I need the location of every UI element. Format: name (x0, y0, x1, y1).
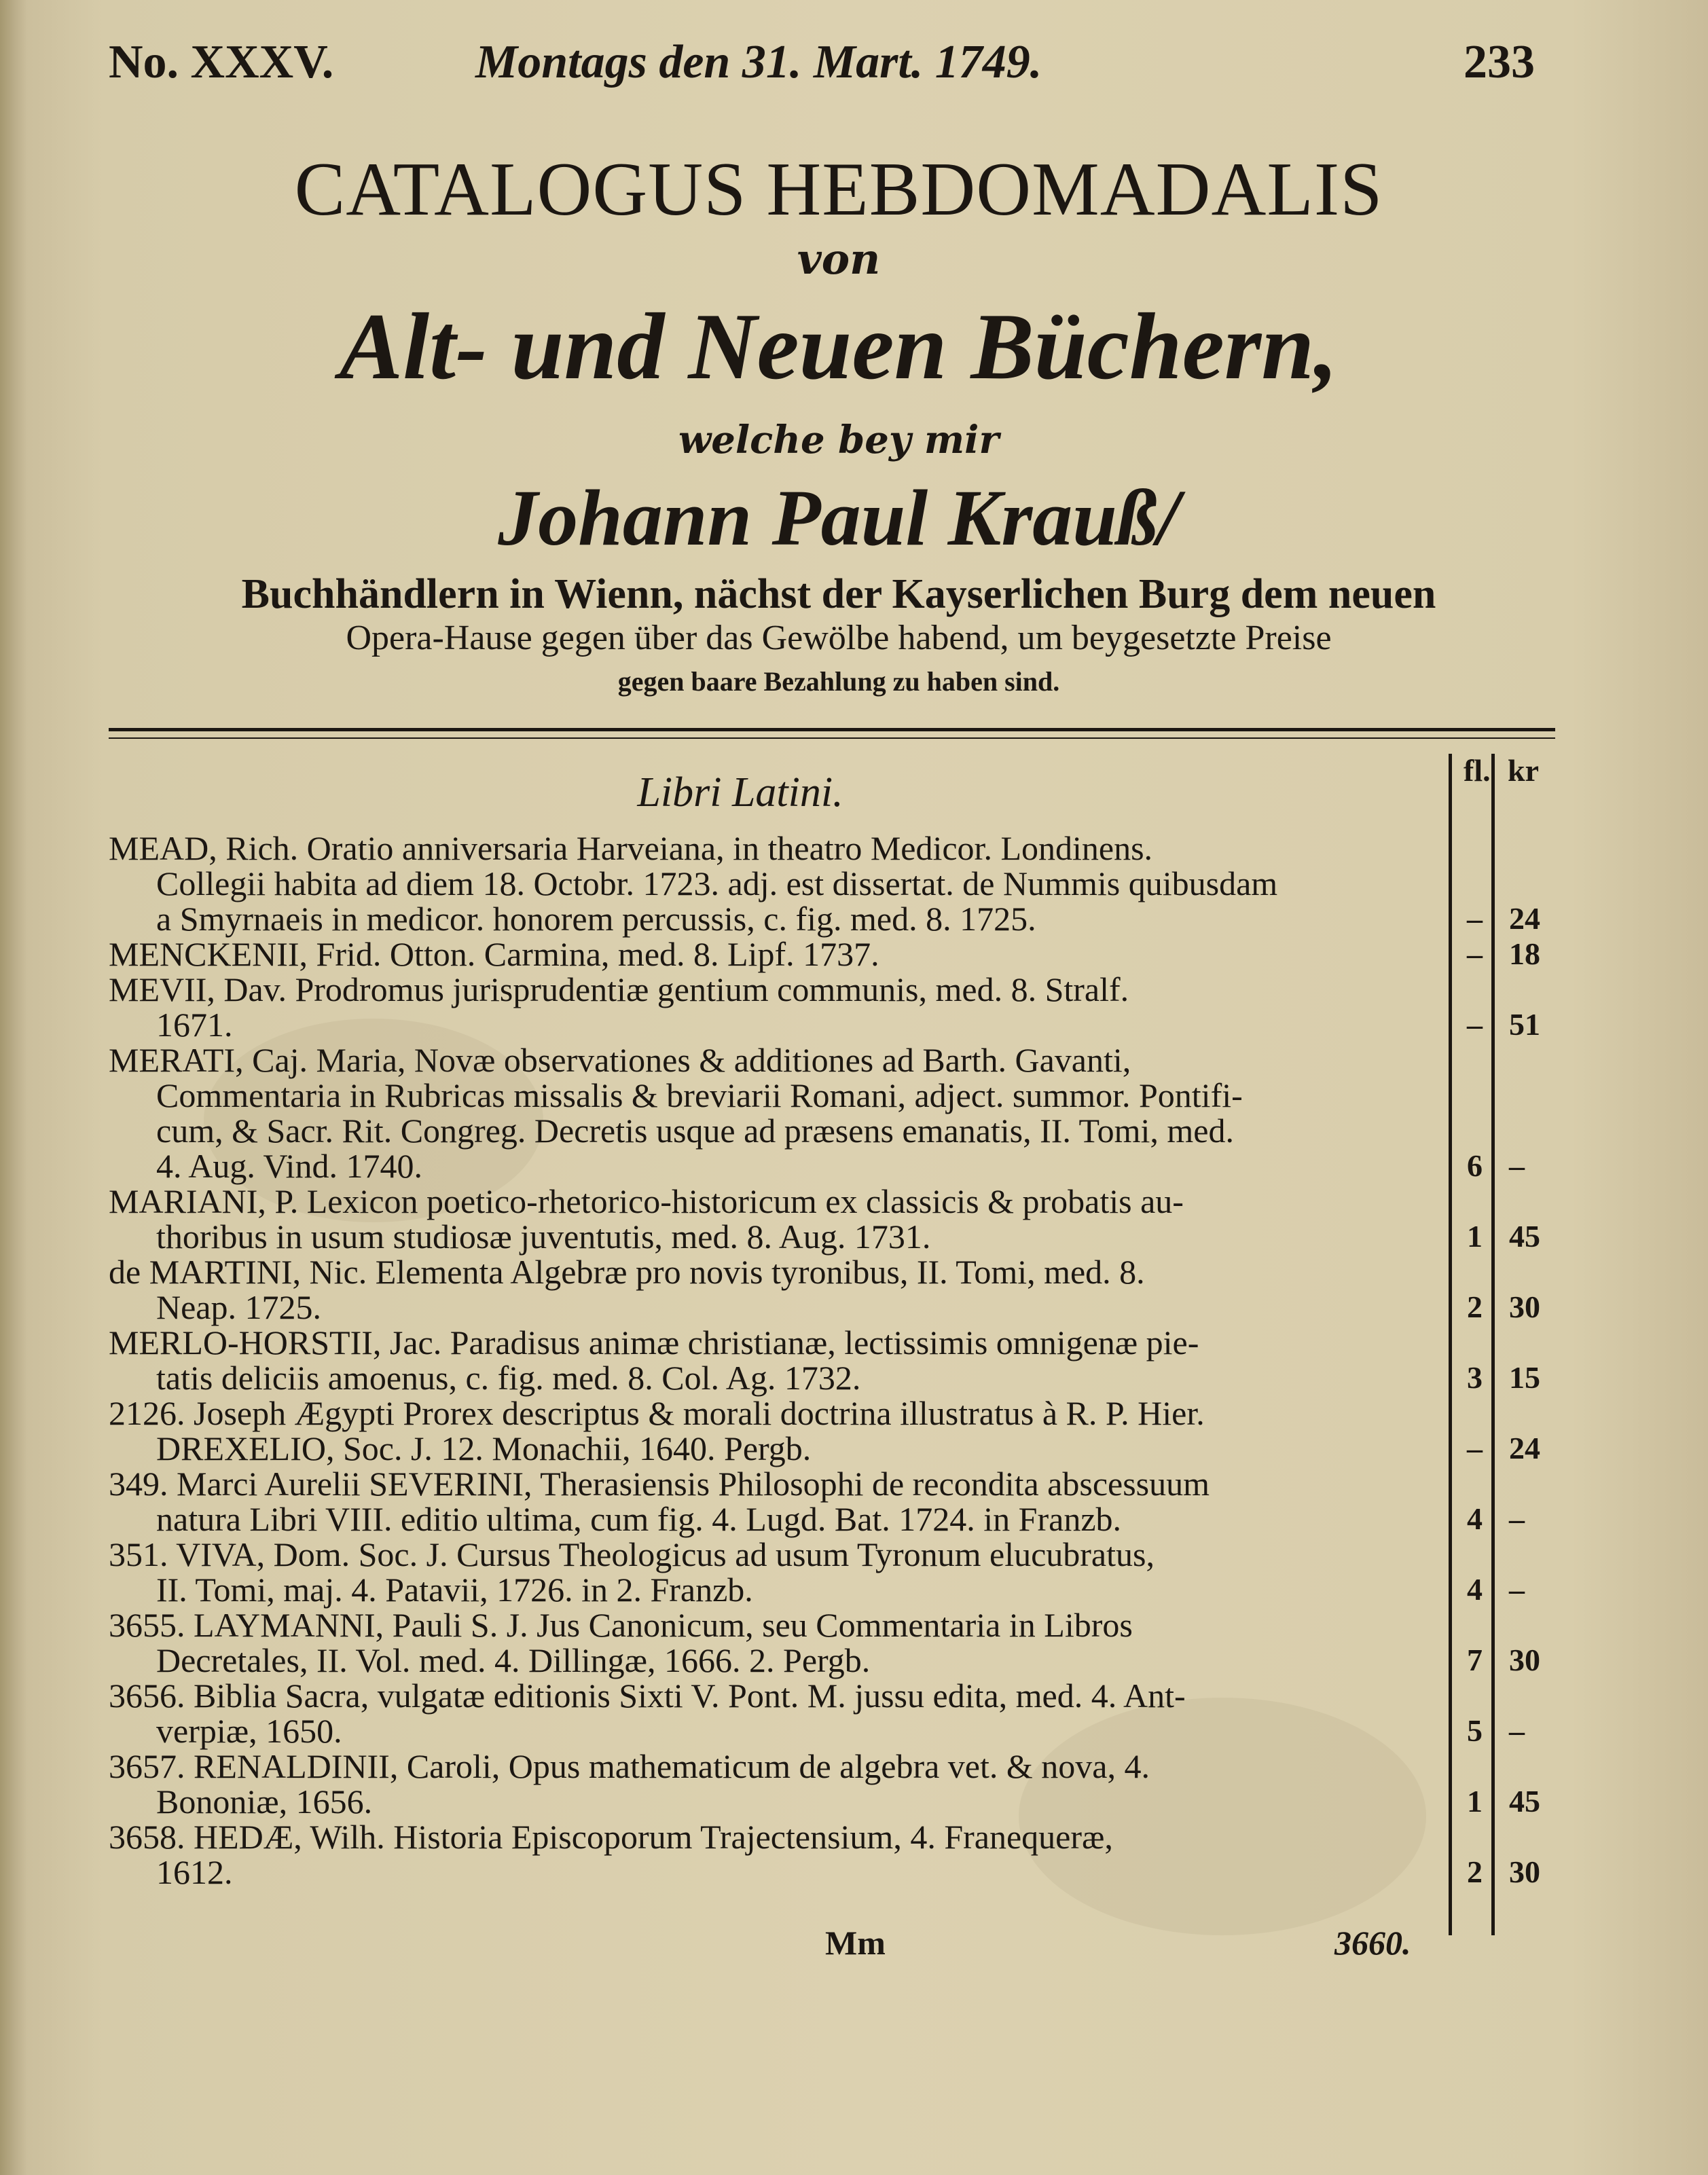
column-head-kreuzer: kr (1508, 753, 1539, 788)
book-entry-line: thoribus in usum studiosæ juventutis, med. 8. Aug. 1731. (156, 1218, 931, 1256)
price-florin: 1 (1467, 1784, 1483, 1818)
book-entry-line: II. Tomi, maj. 4. Patavii, 1726. in 2. Franzb. (156, 1571, 753, 1609)
column-head-florin: fl. (1464, 753, 1491, 788)
price-florin: 4 (1467, 1501, 1483, 1536)
bookseller-address-3: gegen baare Bezahlung zu haben sind. (617, 666, 1060, 697)
price-kreuzer: – (1509, 1148, 1525, 1183)
paper-stain (1019, 1698, 1426, 1935)
price-florin: – (1467, 1431, 1483, 1465)
book-entry-line: 3655. LAYMANNI, Pauli S. J. Jus Canonicum, seu Commentaria in Libros (109, 1606, 1133, 1644)
price-florin: 4 (1467, 1572, 1483, 1607)
title-von: von (797, 234, 881, 284)
price-florin: – (1467, 901, 1483, 936)
price-florin: 7 (1467, 1643, 1483, 1677)
book-entry-line: 4. Aug. Vind. 1740. (156, 1147, 422, 1185)
price-kreuzer: 45 (1509, 1784, 1540, 1818)
book-entry-line: 1671. (156, 1006, 233, 1044)
book-entry-line: 3657. RENALDINII, Caroli, Opus mathematicum de algebra vet. & nova, 4. (109, 1747, 1150, 1785)
price-column-rule-right (1491, 754, 1495, 1935)
book-entry-line: tatis deliciis amoenus, c. fig. med. 8. Col. Ag. 1732. (156, 1359, 861, 1397)
book-entry-line: cum, & Sacr. Rit. Congreg. Decretis usque ad præsens emanatis, II. Tomi, med. (156, 1112, 1234, 1150)
price-kreuzer: 24 (1509, 901, 1540, 936)
price-kreuzer: – (1509, 1572, 1525, 1607)
price-florin: 2 (1467, 1854, 1483, 1889)
running-header (109, 35, 1548, 90)
book-entry-line: de MARTINI, Nic. Elementa Algebræ pro novis tyronibus, II. Tomi, med. 8. (109, 1253, 1145, 1291)
book-entry-line: a Smyrnaeis in medicor. honorem percussis, c. fig. med. 8. 1725. (156, 900, 1036, 938)
book-entry-line: Commentaria in Rubricas missalis & breviarii Romani, adject. summor. Pontifi- (156, 1076, 1243, 1114)
book-entry-line: MEVII, Dav. Prodromus jurisprudentiæ gentium communis, med. 8. Stralf. (109, 970, 1129, 1008)
price-florin: 1 (1467, 1219, 1483, 1254)
price-kreuzer: 15 (1509, 1360, 1540, 1395)
price-kreuzer: 30 (1509, 1290, 1540, 1324)
catchword: 3660. (1334, 1924, 1411, 1962)
title-welche: welche bey mir (678, 418, 999, 462)
book-entry-line: MARIANI, P. Lexicon poetico-rhetorico-historicum ex classicis & probatis au- (109, 1182, 1184, 1220)
section-heading: Libri Latini. (637, 769, 843, 816)
price-kreuzer: 30 (1509, 1643, 1540, 1677)
book-entry-line: 2126. Joseph Ægypti Prorex descriptus & morali doctrina illustratus à R. P. Hier. (109, 1394, 1205, 1432)
price-kreuzer: 30 (1509, 1854, 1540, 1889)
price-kreuzer: 24 (1509, 1431, 1540, 1465)
price-column-rule-left (1449, 754, 1452, 1935)
price-florin: 2 (1467, 1290, 1483, 1324)
price-kreuzer: 18 (1509, 936, 1540, 971)
book-entry-line: MENCKENII, Frid. Otton. Carmina, med. 8. Lipf. 1737. (109, 935, 879, 973)
book-entry-line: DREXELIO, Soc. J. 12. Monachii, 1640. Pergb. (156, 1429, 812, 1467)
bookseller-address-1: Buchhändlern in Wienn, nächst der Kayserlichen Burg dem neuen (241, 571, 1436, 617)
price-florin: 5 (1467, 1713, 1483, 1748)
book-entry-line: MEAD, Rich. Oratio anniversaria Harveiana, in theatro Medicor. Londinens. (109, 829, 1153, 867)
book-entry-line: Bononiæ, 1656. (156, 1783, 373, 1821)
book-entry-line: 351. VIVA, Dom. Soc. J. Cursus Theologicus ad usum Tyronum elucubratus, (109, 1535, 1155, 1573)
book-entry-line: 349. Marci Aurelii SEVERINI, Therasiensis Philosophi de recondita abscessuum (109, 1465, 1210, 1503)
title-books: Alt- und Neuen Büchern, (339, 294, 1339, 399)
bookseller-address-2: Opera-Hause gegen über das Gewölbe habend, um beygesetzte Preise (346, 619, 1332, 657)
book-entry-line: MERLO-HORSTII, Jac. Paradisus animæ christianæ, lectissimis omnigenæ pie- (109, 1323, 1199, 1361)
book-entry-line: 3656. Biblia Sacra, vulgatæ editionis Sixti V. Pont. M. jussu edita, med. 4. Ant- (109, 1677, 1186, 1715)
book-entry-line: 3658. HEDÆ, Wilh. Historia Episcoporum Trajectensium, 4. Franequeræ, (109, 1818, 1113, 1856)
price-florin: – (1467, 1007, 1483, 1042)
book-entry-line: Decretales, II. Vol. med. 4. Dillingæ, 1666. 2. Pergb. (156, 1641, 871, 1679)
price-kreuzer: 51 (1509, 1007, 1540, 1042)
divider-rule-thin (109, 737, 1555, 739)
page-number: 233 (1464, 36, 1535, 88)
book-entry-line: verpiæ, 1650. (156, 1712, 342, 1750)
divider-rule (109, 728, 1555, 731)
issue-number: No. XXXV. (109, 36, 334, 88)
bookseller-name: Johann Paul Krauß/ (498, 473, 1180, 562)
price-kreuzer: 45 (1509, 1219, 1540, 1254)
price-kreuzer: – (1509, 1501, 1525, 1536)
price-florin: – (1467, 936, 1483, 971)
catalogue-title: CATALOGUS HEBDOMADALIS (294, 147, 1383, 232)
issue-date: Montags den 31. Mart. 1749. (475, 36, 1042, 88)
signature-mark: Mm (825, 1924, 886, 1962)
book-entry-line: natura Libri VIII. editio ultima, cum fig. 4. Lugd. Bat. 1724. in Franzb. (156, 1500, 1122, 1538)
price-kreuzer: – (1509, 1713, 1525, 1748)
book-entry-line: 1612. (156, 1853, 233, 1891)
book-entry-line: MERATI, Caj. Maria, Novæ observationes & additiones ad Barth. Gavanti, (109, 1041, 1131, 1079)
page-spine-edge (0, 0, 27, 2175)
price-florin: 3 (1467, 1360, 1483, 1395)
book-entry-line: Neap. 1725. (156, 1288, 321, 1326)
price-florin: 6 (1467, 1148, 1483, 1183)
book-entry-line: Collegii habita ad diem 18. Octobr. 1723. adj. est dissertat. de Nummis quibusdam (156, 864, 1278, 902)
